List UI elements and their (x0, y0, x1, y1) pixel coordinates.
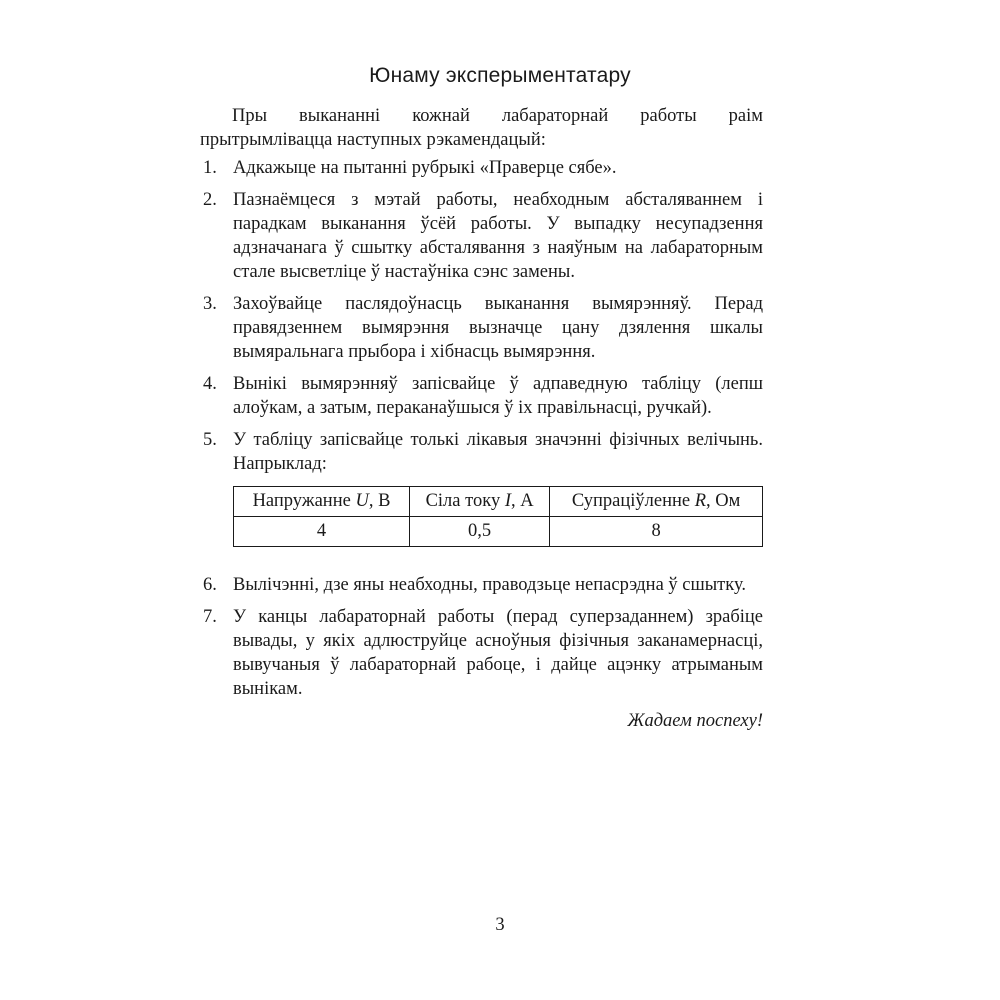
list-item-text: Вылічэнні, дзе яны неабходны, праводзьце непасрэдна ў сшытку. (233, 575, 747, 595)
list-item (200, 573, 763, 597)
header-label: Напружанне (252, 491, 356, 511)
list-item-text: У канцы лабараторнай работы (перад суперзаданнем) зрабіце вывады, у якіх адлюструйце асноўныя фізічныя заканамернасці, вывучаныя ў лабараторнай рабоце, і дайце ацэнку атрыманым вынікам. (233, 607, 763, 699)
table-cell-current: 0,5 (409, 517, 549, 547)
list-item-text: Пазнаёмцеся з мэтай работы, неабходным абсталяваннем і парадкам выканання ўсёй работы. У выпадку несупадзення адзначанага ў сшытку абсталявання з наяўным на лабараторным стале высветліце ў настаўніка сэнс замены. (233, 190, 763, 282)
list-item-number: 6. (203, 575, 217, 595)
table-cell-resistance: 8 (550, 517, 763, 547)
list-item (200, 188, 763, 284)
list-item-number: 7. (203, 607, 217, 627)
list-item (200, 292, 763, 364)
list-item-text: Захоўвайце паслядоўнасць выканання вымярэнняў. Перад правядзеннем вымярэння вызначце цану дзялення шкалы вымяральнага прыбора і хібнасць вымярэння. (233, 294, 763, 362)
table-header-row (234, 487, 763, 517)
header-label: Сіла току (425, 491, 505, 511)
list-item-number: 4. (203, 374, 217, 394)
page-title: Юнаму эксперыментатару (369, 64, 631, 87)
list-item (200, 156, 763, 180)
list-item-text: У табліцу запісвайце толькі лікавыя значэнні фізічных велічынь. Напрыклад: (233, 430, 763, 474)
list-item-text: Вынікі вымярэнняў запісвайце ў адпаведную табліцу (лепш алоўкам, а затым, пераканаўшыся ў іх правільнасці, ручкай). (233, 374, 763, 418)
intro-paragraph: Пры выкананні кожнай лабараторнай работы раім прытрымлівацца наступных рэкамендацый: (200, 106, 763, 150)
table-row (234, 517, 763, 547)
list-item-number: 2. (203, 190, 217, 210)
list-item-number: 5. (203, 430, 217, 450)
table-header-current (409, 487, 549, 517)
page-number: 3 (495, 915, 505, 935)
list-item (200, 605, 763, 701)
header-label: Супраціўленне (571, 491, 695, 511)
header-unit: , В (368, 491, 391, 511)
table-cell-voltage: 4 (234, 517, 410, 547)
list-item (200, 372, 763, 420)
header-unit: , А (511, 491, 534, 511)
table-header-voltage (234, 487, 410, 517)
list-item-text: Адкажыце на пытанні рубрыкі «Праверце сябе». (233, 158, 617, 178)
list-item-number: 1. (203, 158, 217, 178)
header-symbol: R (694, 491, 707, 511)
header-symbol: I (504, 491, 511, 511)
header-unit: , Ом (706, 491, 741, 511)
list-item (200, 428, 763, 547)
example-table (233, 486, 763, 547)
table-header-resistance (550, 487, 763, 517)
header-symbol: U (355, 491, 369, 511)
closing-wish: Жадаем поспеху! (627, 711, 763, 731)
list-item-number: 3. (203, 294, 217, 314)
recommendations-list (200, 156, 763, 701)
document-body (200, 104, 763, 733)
